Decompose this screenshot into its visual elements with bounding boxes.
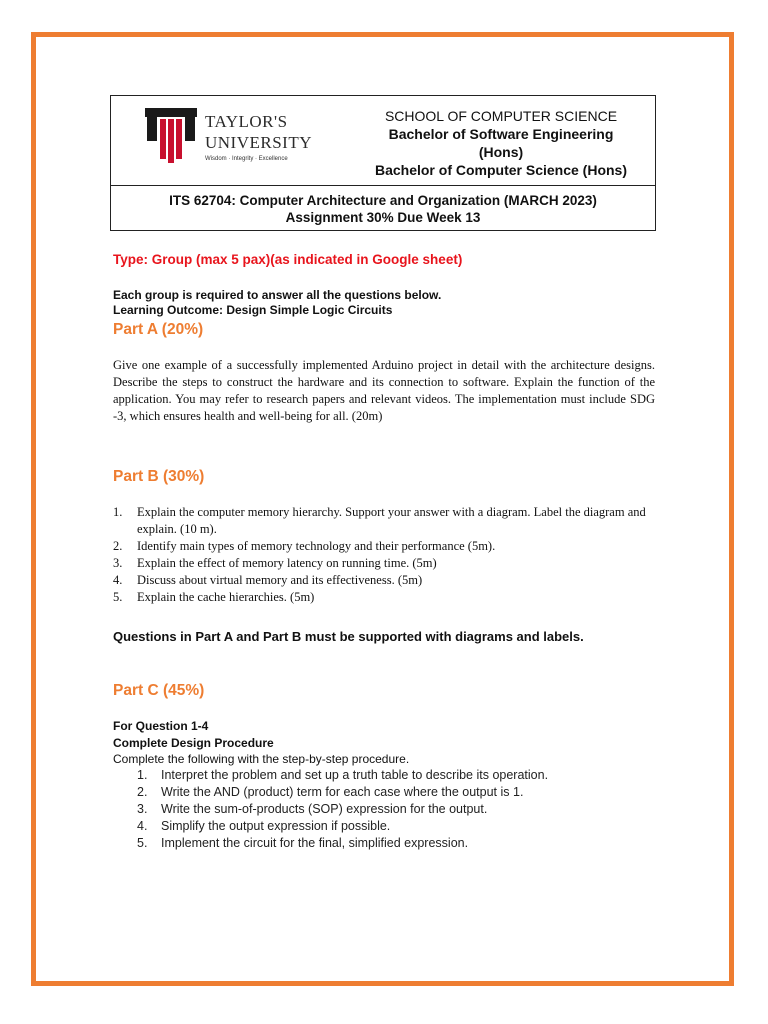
list-item (113, 538, 655, 555)
school-info (361, 107, 641, 179)
programme-1: Bachelor of Software Engineering (388, 126, 614, 142)
part-b-title: Part B (30%) (113, 468, 205, 485)
assignment-type: Type: Group (max 5 pax)(as indicated in Google sheet) (113, 252, 463, 267)
step-text: Write the sum-of-products (SOP) expression for the output. (161, 802, 488, 816)
list-item (137, 818, 637, 835)
logo-line-2: UNIVERSITY (205, 133, 312, 152)
instructions (113, 288, 655, 318)
item-text: Explain the computer memory hierarchy. Support your answer with a diagram. Label the diagram and explain. (10 m). (137, 505, 646, 536)
list-item (113, 589, 655, 606)
list-item (113, 504, 655, 538)
procedure-intro: Complete the following with the step-by-step procedure. (113, 752, 410, 766)
step-number: 4. (137, 819, 148, 833)
support-note: Questions in Part A and Part B must be supported with diagrams and labels. (113, 629, 584, 644)
item-text: Identify main types of memory technology and their performance (5m). (137, 539, 496, 553)
question-range: For Question 1-4 (113, 719, 209, 733)
item-number: 2. (113, 539, 123, 553)
part-b-questions (113, 504, 655, 606)
programme-1-suffix: (Hons) (478, 144, 524, 160)
assignment-line: Assignment 30% Due Week 13 (285, 210, 481, 225)
course-info (111, 192, 655, 226)
programme-2: Bachelor of Computer Science (Hons) (374, 162, 628, 178)
list-item (137, 784, 637, 801)
list-item (137, 767, 637, 784)
list-item (137, 835, 637, 852)
item-number: 4. (113, 573, 123, 587)
step-text: Implement the circuit for the final, simplified expression. (161, 836, 469, 850)
school-name: SCHOOL OF COMPUTER SCIENCE (384, 108, 618, 124)
list-item (137, 801, 637, 818)
step-number: 3. (137, 802, 148, 816)
step-number: 1. (137, 768, 148, 782)
learning-outcome: Learning Outcome: Design Simple Logic Circuits (113, 303, 393, 317)
step-number: 5. (137, 836, 148, 850)
university-name (205, 111, 312, 153)
part-c-title: Part C (45%) (113, 682, 205, 699)
logo-line-1: TAYLOR'S (205, 112, 288, 131)
procedure-title: Complete Design Procedure (113, 735, 274, 750)
item-number: 5. (113, 590, 123, 604)
item-number: 3. (113, 556, 123, 570)
part-a-title: Part A (20%) (113, 321, 204, 338)
course-title: ITS 62704: Computer Architecture and Organization (MARCH 2023) (169, 193, 597, 208)
item-text: Discuss about virtual memory and its effectiveness. (5m) (137, 573, 423, 587)
taylors-logo (145, 106, 335, 170)
item-number: 1. (113, 505, 123, 519)
step-text: Simplify the output expression if possible. (161, 819, 391, 833)
step-number: 2. (137, 785, 148, 799)
header-top (111, 96, 655, 186)
list-item (113, 572, 655, 589)
group-instruction: Each group is required to answer all the questions below. (113, 288, 442, 302)
part-c-procedure (113, 718, 655, 768)
step-text: Interpret the problem and set up a truth table to describe its operation. (161, 768, 549, 782)
list-item (113, 555, 655, 572)
design-steps (137, 767, 637, 852)
item-text: Explain the effect of memory latency on running time. (5m) (137, 556, 437, 570)
document-header (110, 95, 656, 231)
taylors-crest-icon (145, 108, 197, 164)
logo-motto: Wisdom · Integrity · Excellence (205, 156, 288, 162)
step-text: Write the AND (product) term for each case where the output is 1. (161, 785, 524, 799)
part-a-text: Give one example of a successfully implemented Arduino project in detail with the architecture designs. Describe the steps to construct the hardware and its connection to software. Explain the function of the application. You may refer to research papers and relevant videos. The implementation must include SDG -3, which ensures health and well-being for all. (20m) (113, 358, 655, 423)
item-text: Explain the cache hierarchies. (5m) (137, 590, 315, 604)
